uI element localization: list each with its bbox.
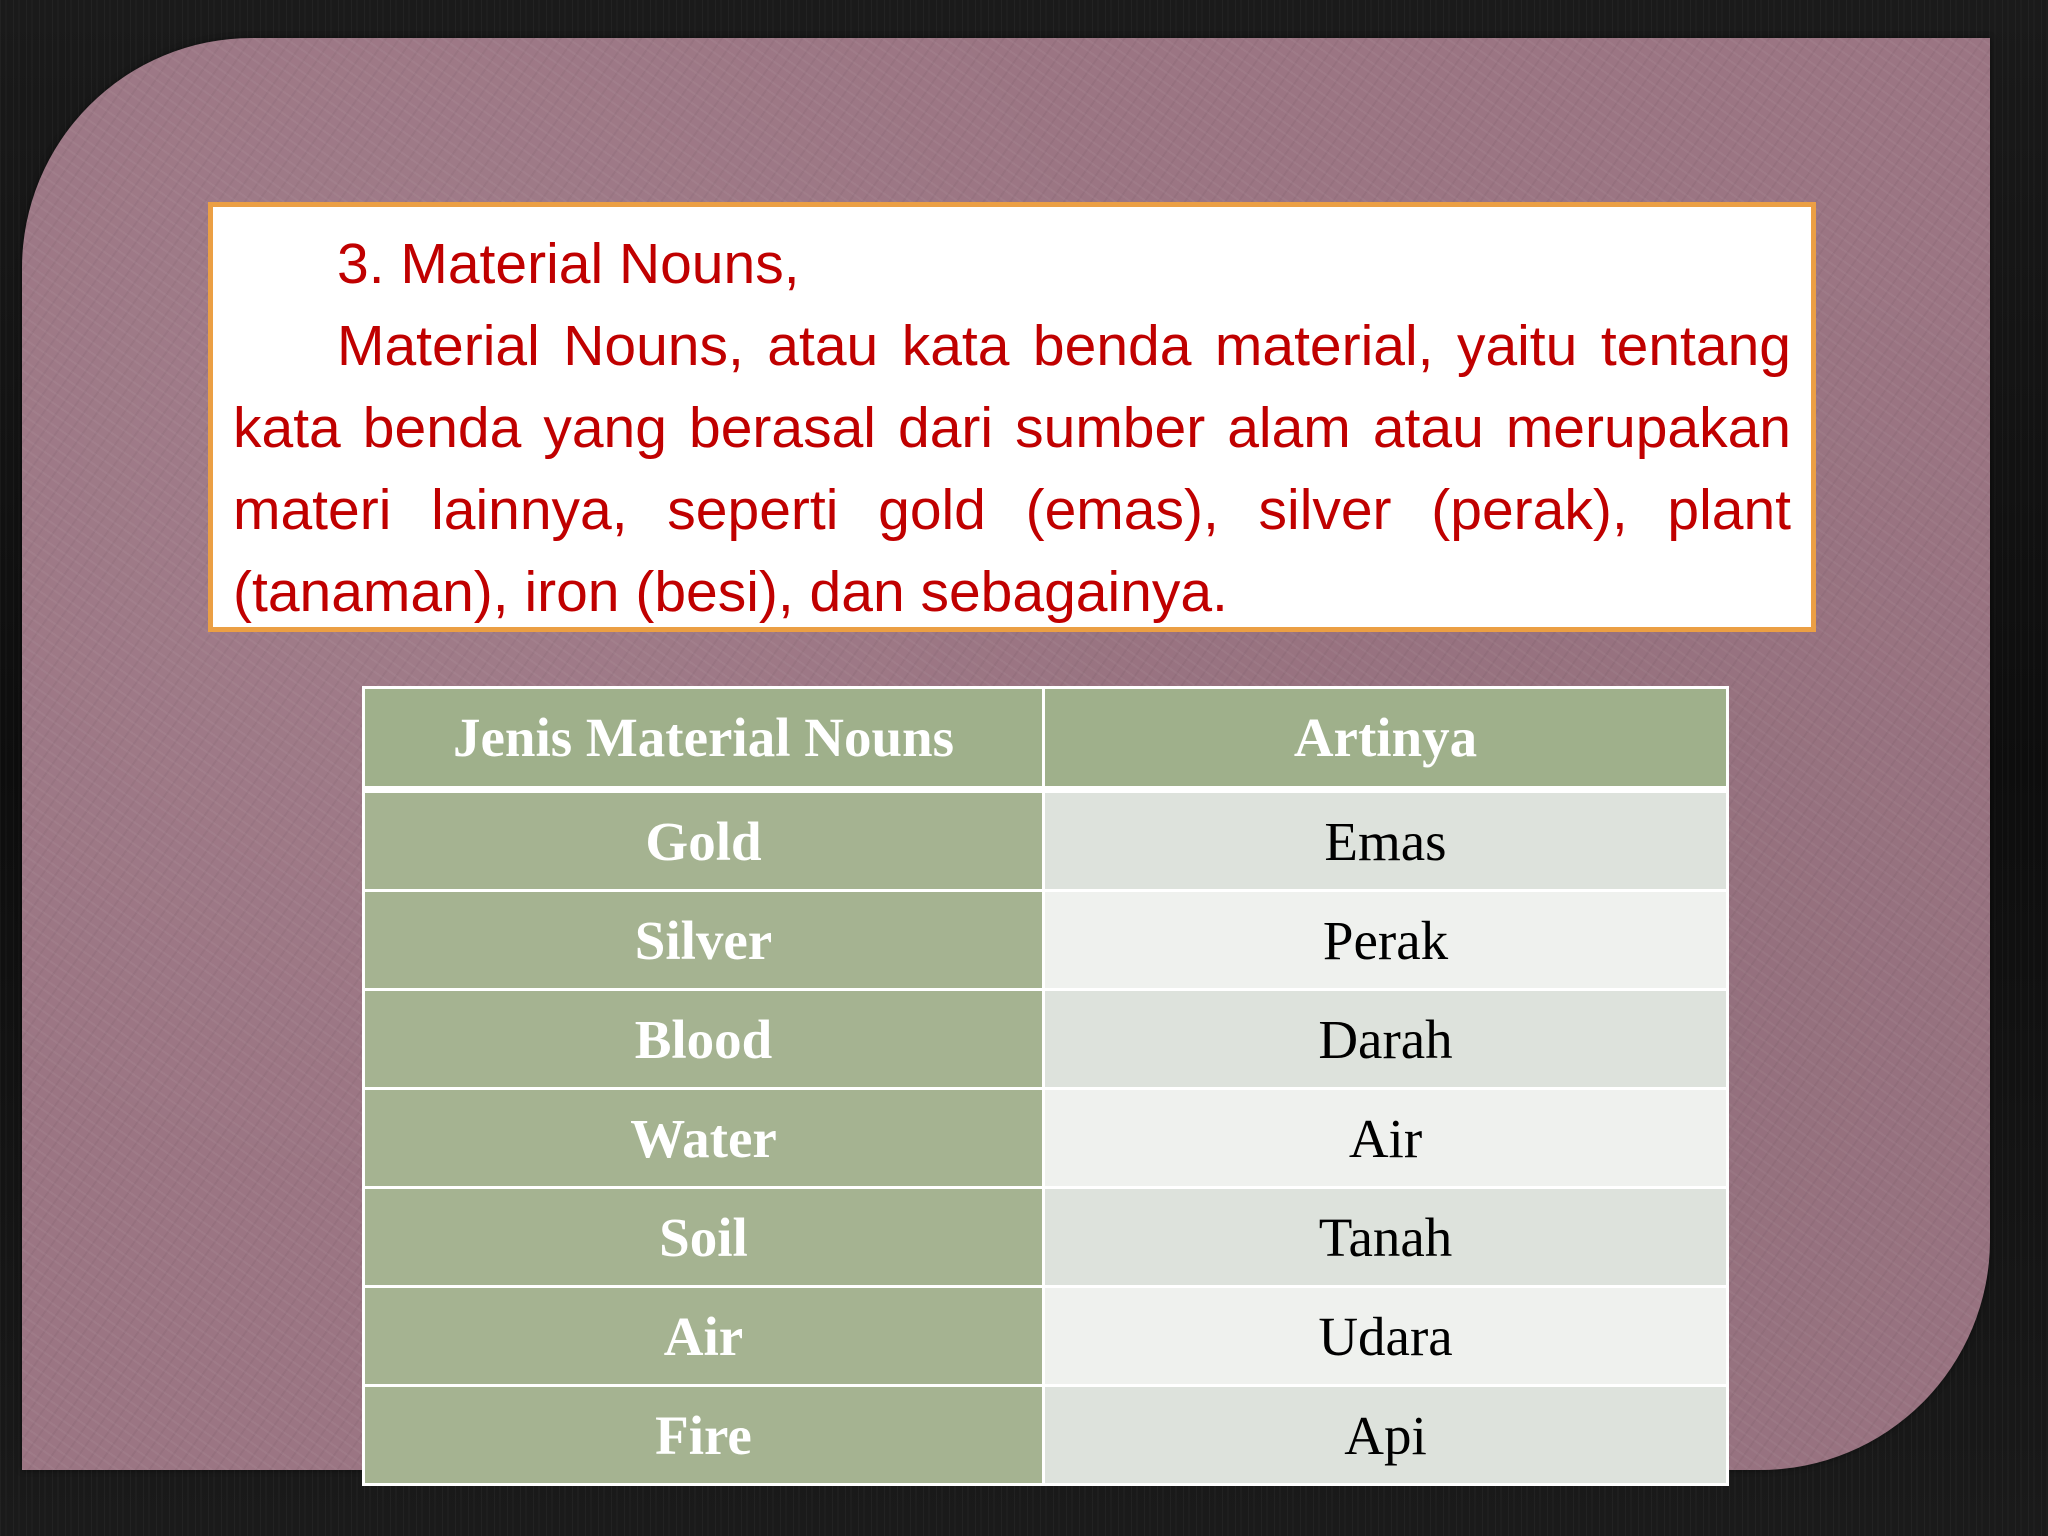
table-row (364, 1188, 1728, 1287)
meaning-cell: Air (1044, 1089, 1728, 1188)
header-artinya: Artinya (1044, 688, 1728, 790)
table-row (364, 1386, 1728, 1485)
table-header-row (364, 688, 1728, 790)
meaning-cell: Perak (1044, 891, 1728, 990)
definition-text-box (208, 202, 1816, 632)
table-row (364, 1287, 1728, 1386)
section-heading: 3. Material Nouns, (337, 232, 800, 296)
noun-cell: Fire (364, 1386, 1044, 1485)
table-row (364, 1089, 1728, 1188)
table-row (364, 990, 1728, 1089)
header-jenis-material-nouns: Jenis Material Nouns (364, 688, 1044, 790)
definition-paragraph: Material Nouns, atau kata benda material, yaitu tentang kata benda yang berasal dari sumber alam atau merupakan materi lainnya, seperti gold (emas), silver (perak), plant (tanaman), iron (besi), dan sebagainya. (233, 314, 1791, 624)
material-nouns-table (362, 686, 1729, 1486)
meaning-cell: Udara (1044, 1287, 1728, 1386)
meaning-cell: Api (1044, 1386, 1728, 1485)
table-row (364, 790, 1728, 891)
noun-cell: Water (364, 1089, 1044, 1188)
meaning-cell: Darah (1044, 990, 1728, 1089)
noun-cell: Silver (364, 891, 1044, 990)
noun-cell: Soil (364, 1188, 1044, 1287)
meaning-cell: Tanah (1044, 1188, 1728, 1287)
table-row (364, 891, 1728, 990)
noun-cell: Air (364, 1287, 1044, 1386)
noun-cell: Gold (364, 790, 1044, 891)
noun-cell: Blood (364, 990, 1044, 1089)
meaning-cell: Emas (1044, 790, 1728, 891)
